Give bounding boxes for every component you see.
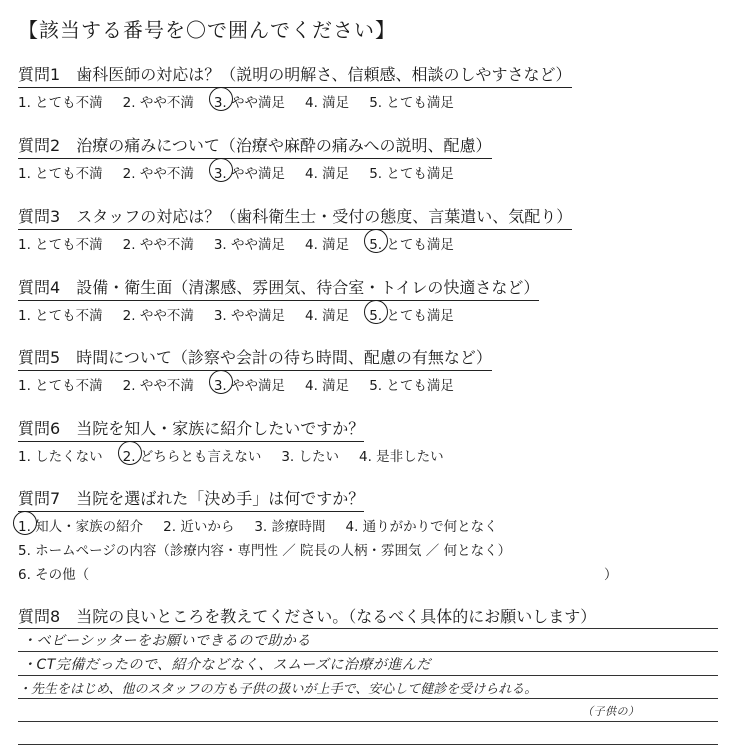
answer-line	[18, 675, 718, 676]
option-1-circled[interactable]: 1. 知人・家族の紹介	[18, 515, 143, 535]
option-2[interactable]: 2. 近いから	[163, 519, 235, 535]
answer-line	[18, 651, 718, 652]
question-text: 当院を選ばれた「決め手」は何ですか？	[76, 489, 365, 508]
answer-line	[18, 698, 718, 699]
question-title	[18, 486, 364, 512]
question-6	[18, 416, 464, 465]
option-3[interactable]: 3. したい	[281, 449, 340, 465]
handwritten-answer-1: ・ベビーシッターをお願いできるので助かる	[22, 633, 311, 649]
other-close-paren: ）	[604, 567, 618, 583]
option-1[interactable]: 1. とても不満	[18, 95, 103, 111]
answer-options-row-1	[18, 515, 718, 535]
option-2[interactable]: 2. やや不満	[122, 95, 194, 111]
question-text: 歯科医師の対応は？（説明の明解さ、信頼感、相談のしやすさなど）	[76, 65, 572, 84]
answer-options-row-3	[18, 563, 718, 583]
option-3-circled[interactable]: 3. やや満足	[214, 162, 285, 182]
question-4	[18, 275, 539, 324]
option-1[interactable]: 1. とても不満	[18, 378, 103, 394]
option-5-circled[interactable]: 5. とても満足	[369, 233, 454, 253]
question-title	[18, 416, 364, 442]
option-3[interactable]: 3. やや満足	[213, 237, 286, 253]
option-6-other[interactable]: 6. その他（	[18, 567, 90, 583]
question-text: 時間について（診察や会計の待ち時間、配慮の有無など）	[76, 348, 492, 367]
question-number: 質問6	[18, 419, 61, 438]
answer-options-row-2	[18, 539, 718, 559]
question-text: 治療の痛みについて（治療や麻酔の痛みへの説明、配慮）	[76, 136, 492, 155]
question-text: スタッフの対応は？（歯科衛生士・受付の態度、言葉遣い、気配り）	[76, 207, 573, 226]
question-2	[18, 133, 492, 182]
option-2[interactable]: 2. やや不満	[122, 237, 194, 253]
option-4[interactable]: 4. 通りがかりで何となく	[345, 519, 498, 535]
option-2[interactable]: 2. やや不満	[122, 166, 194, 182]
option-4[interactable]: 4. 是非したい	[359, 449, 444, 465]
answer-line	[18, 744, 718, 745]
option-4[interactable]: 4. 満足	[305, 237, 350, 253]
option-3[interactable]: 3. 診療時間	[254, 519, 326, 535]
option-1[interactable]: 1. とても不満	[18, 237, 103, 253]
option-4[interactable]: 4. 満足	[305, 95, 350, 111]
question-title	[18, 275, 539, 301]
option-3[interactable]: 3. やや満足	[213, 308, 286, 324]
question-title	[18, 604, 596, 629]
answer-options	[18, 91, 572, 111]
question-title	[18, 62, 572, 88]
question-7	[18, 486, 718, 583]
question-number: 質問1	[18, 65, 61, 84]
option-5[interactable]: 5. とても満足	[369, 166, 454, 182]
option-1[interactable]: 1. したくない	[18, 449, 103, 465]
question-title	[18, 345, 492, 371]
answer-options	[18, 233, 572, 253]
question-text: 設備・衛生面（清潔感、雰囲気、待合室・トイレの快適さなど）	[76, 278, 540, 297]
question-title	[18, 133, 492, 159]
answer-options	[18, 374, 492, 394]
option-5[interactable]: 5. とても満足	[369, 378, 454, 394]
option-2[interactable]: 2. やや不満	[122, 308, 194, 324]
question-text: 当院を知人・家族に紹介したいですか？	[76, 419, 365, 438]
answer-line	[18, 628, 718, 629]
question-number: 質問5	[18, 348, 61, 367]
answer-line	[18, 721, 718, 722]
question-number: 質問3	[18, 207, 61, 226]
option-4[interactable]: 4. 満足	[305, 378, 350, 394]
question-3	[18, 204, 572, 253]
option-1[interactable]: 1. とても不満	[18, 308, 103, 324]
question-number: 質問2	[18, 136, 61, 155]
question-5	[18, 345, 492, 394]
option-5-circled[interactable]: 5. とても満足	[369, 304, 454, 324]
question-number: 質問8	[18, 607, 61, 626]
handwritten-answer-2: ・CT完備だったので、紹介などなく、スムーズに治療が進んだ	[22, 657, 431, 673]
option-5[interactable]: 5. とても満足	[369, 95, 454, 111]
option-2-circled[interactable]: 2. どちらとも言えない	[123, 445, 262, 465]
option-1[interactable]: 1. とても不満	[18, 166, 103, 182]
option-5[interactable]: 5. ホームページの内容（診療内容・専門性 ／ 院長の人柄・雰囲気 ／ 何となく）	[18, 543, 512, 559]
question-number: 質問4	[18, 278, 61, 297]
option-4[interactable]: 4. 満足	[305, 308, 350, 324]
answer-options	[18, 445, 464, 465]
question-number: 質問7	[18, 489, 61, 508]
option-3-circled[interactable]: 3. やや満足	[214, 91, 285, 111]
handwritten-note: （子供の）	[582, 705, 640, 718]
handwritten-answer-3: ・先生をはじめ、他のスタッフの方も子供の扱いが上手で、安心して健診を受けられる。	[18, 682, 538, 697]
answer-options	[18, 304, 539, 324]
option-2[interactable]: 2. やや不満	[122, 378, 194, 394]
page-title: 【該当する番号を〇で囲んでください】	[18, 18, 396, 42]
question-title	[18, 204, 572, 230]
question-1	[18, 62, 572, 111]
question-text: 当院の良いところを教えてください。（なるべく具体的にお願いします）	[76, 607, 597, 626]
option-3-circled[interactable]: 3. やや満足	[214, 374, 285, 394]
answer-options	[18, 162, 492, 182]
question-8	[18, 604, 596, 629]
option-4[interactable]: 4. 満足	[305, 166, 350, 182]
